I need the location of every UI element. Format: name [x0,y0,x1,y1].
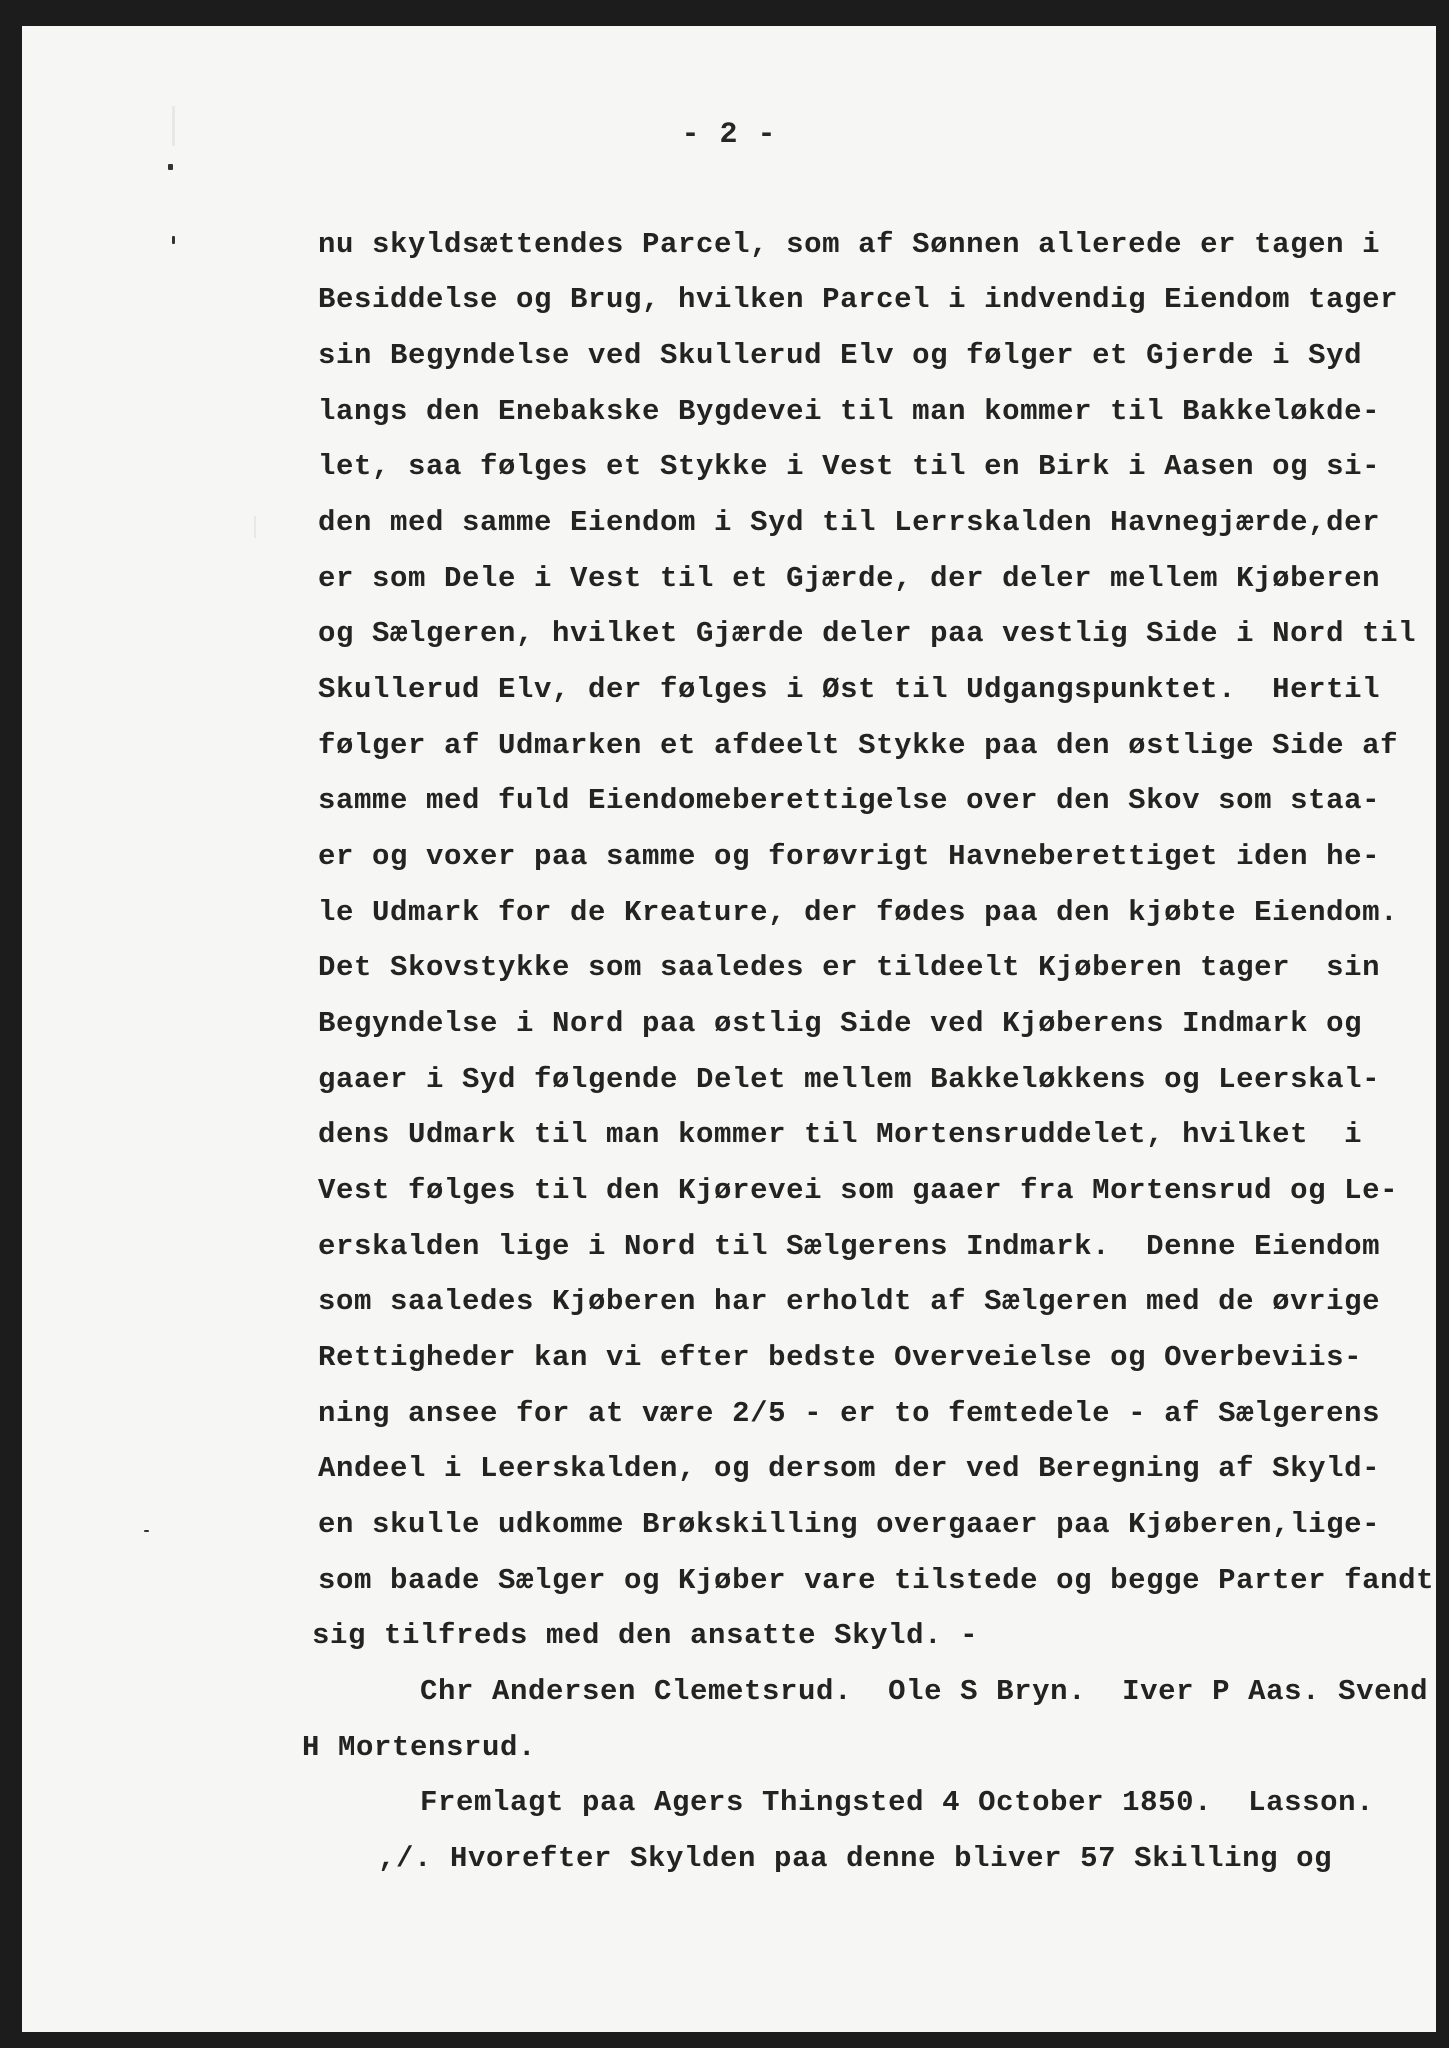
body-line: er som Dele i Vest til et Gjærde, der deler mellem Kjøberen [318,562,1381,595]
body-line: sin Begyndelse ved Skullerud Elv og følger et Gjerde i Syd [318,339,1363,372]
body-line: er og voxer paa samme og forøvrigt Havneberettiget iden he- [318,840,1381,873]
body-line: sig tilfreds med den ansatte Skyld. - [312,1619,979,1652]
body-line: Rettigheder kan vi efter bedste Overveielse og Overbeviis- [318,1341,1363,1374]
scan-speck [144,1530,149,1532]
body-line: som saaledes Kjøberen har erholdt af Sælgeren med de øvrige [318,1285,1381,1318]
body-line: og Sælgeren, hvilket Gjærde deler paa vestlig Side i Nord til [318,617,1417,650]
presented-line: Fremlagt paa Agers Thingsted 4 October 1850. Lasson. [420,1786,1375,1819]
body-line: Vest følges til den Kjørevei som gaaer fra Mortensrud og Le- [318,1174,1399,1207]
body-line: nu skyldsættendes Parcel, som af Sønnen allerede er tagen i [318,228,1381,261]
signatures-line: Chr Andersen Clemetsrud. Ole S Bryn. Iver P Aas. Svend [420,1675,1429,1708]
closing-line: ,/. Hvorefter Skylden paa denne bliver 57 Skilling og [378,1842,1333,1875]
body-line: den med samme Eiendom i Syd til Lerrskalden Havnegjærde,der [318,506,1381,539]
body-line: let, saa følges et Stykke i Vest til en Birk i Aasen og si- [318,450,1381,483]
body-line: samme med fuld Eiendomeberettigelse over den Skov som staa- [318,784,1381,817]
body-line: en skulle udkomme Brøkskilling overgaaer paa Kjøberen,lige- [318,1508,1381,1541]
document-page [22,26,1436,2032]
body-line: Andeel i Leerskalden, og dersom der ved Beregning af Skyld- [318,1452,1381,1485]
body-line: Besiddelse og Brug, hvilken Parcel i indvendig Eiendom tager [318,283,1399,316]
scan-speck [172,236,175,244]
body-line: Begyndelse i Nord paa østlig Side ved Kjøberens Indmark og [318,1007,1363,1040]
body-line: følger af Udmarken et afdeelt Stykke paa den østlige Side af [318,729,1399,762]
body-line: le Udmark for de Kreature, der fødes paa den kjøbte Eiendom. [318,896,1399,929]
signatures-line: H Mortensrud. [302,1731,537,1764]
page-number: - 2 - [681,118,777,152]
body-line: erskalden lige i Nord til Sælgerens Indmark. Denne Eiendom [318,1230,1381,1263]
body-line: gaaer i Syd følgende Delet mellem Bakkeløkkens og Leerskal- [318,1063,1381,1096]
body-line: ning ansee for at være 2/5 - er to femtedele - af Sælgerens [318,1397,1381,1430]
body-line: dens Udmark til man kommer til Mortensruddelet, hvilket i [318,1118,1363,1151]
body-line: Skullerud Elv, der følges i Øst til Udgangspunktet. Hertil [318,673,1381,706]
scan-artifact [254,516,256,538]
scan-speck [168,164,173,170]
body-line: Det Skovstykke som saaledes er tildeelt Kjøberen tager sin [318,951,1381,984]
body-line: som baade Sælger og Kjøber vare tilstede og begge Parter fandt [318,1564,1435,1597]
body-line: langs den Enebakske Bygdevei til man kommer til Bakkeløkde- [318,395,1381,428]
